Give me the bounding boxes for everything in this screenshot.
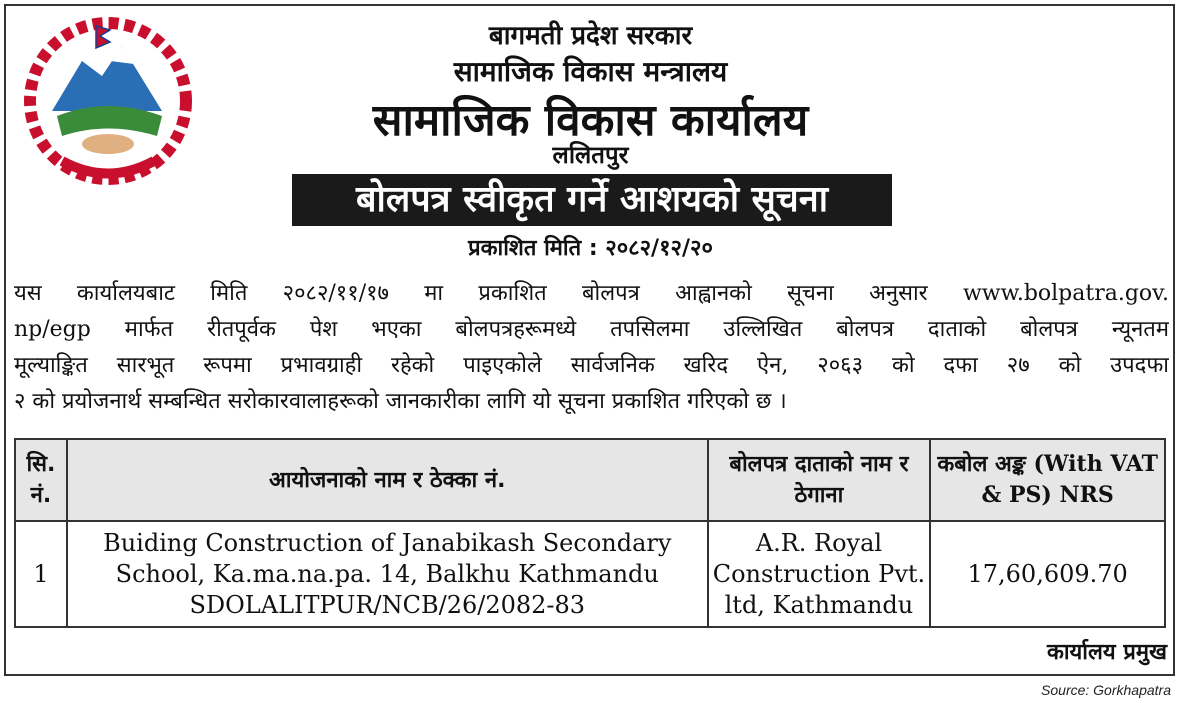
source-credit: Source: Gorkhapatra: [1041, 682, 1171, 698]
header-bidder: बोलपत्र दाताको नाम र ठेगाना: [708, 439, 931, 521]
table-row: [15, 521, 1165, 627]
project-line: SDOLALITPUR/NCB/26/2082-83: [189, 590, 586, 619]
bidder-line: Construction Pvt.: [712, 559, 926, 588]
cell-project: [67, 521, 708, 627]
province-government-title: बागमती प्रदेश सरकार: [488, 21, 693, 51]
bidder-line: ltd, Kathmandu: [724, 590, 914, 619]
cell-serial: 1: [15, 521, 67, 627]
header-project: आयोजनाको नाम र ठेक्का नं.: [67, 439, 708, 521]
ministry-title: सामाजिक विकास मन्त्रालय: [453, 55, 728, 88]
notice-body-line: यस कार्यालयबाट मिति २०८२/११/१७ मा प्रकाशित बोलपत्र आह्वानको सूचना अनुसार www.bolpatra.gov.: [14, 281, 1169, 306]
project-line: Buiding Construction of Janabikash Secondary: [103, 528, 672, 557]
header-amount: कबोल अङ्क (With VAT & PS) NRS: [930, 439, 1165, 521]
notice-title-banner: बोलपत्र स्वीकृत गर्ने आशयको सूचना: [292, 174, 892, 226]
cell-amount: 17,60,609.70: [930, 521, 1165, 627]
office-title: सामाजिक विकास कार्यालय: [372, 95, 809, 146]
signature-office-chief: कार्यालय प्रमुख: [1046, 640, 1167, 665]
bidder-line: A.R. Royal: [755, 528, 883, 557]
published-date: प्रकाशित मिति : २०८२/१२/२०: [468, 236, 713, 261]
office-location: ललितपुर: [552, 141, 629, 169]
table-header-row: [15, 439, 1165, 521]
cell-bidder: [708, 521, 931, 627]
notice-body-line: २ को प्रयोजनार्थ सम्बन्धित सरोकारवालाहरूको जानकारीका लागि यो सूचना प्रकाशित गरिएको छ ।: [14, 389, 787, 414]
bid-table: [14, 438, 1166, 628]
notice-body: [14, 276, 1169, 420]
project-line: School, Ka.ma.na.pa. 14, Balkhu Kathmandu: [115, 559, 659, 588]
notice-body-line: np/egp मार्फत रीतपूर्वक पेश भएका बोलपत्रहरूमध्ये तपसिलमा उल्लिखित बोलपत्र दाताको बोलपत्र न्यूनतम: [14, 317, 1169, 342]
notice-body-line: मूल्याङ्कित सारभूत रूपमा प्रभावग्राही रहेको पाइएकोले सार्वजनिक खरिद ऐन, २०६३ को दफा २७ को उपदफा: [14, 353, 1169, 378]
header-serial: सि. नं.: [15, 439, 67, 521]
